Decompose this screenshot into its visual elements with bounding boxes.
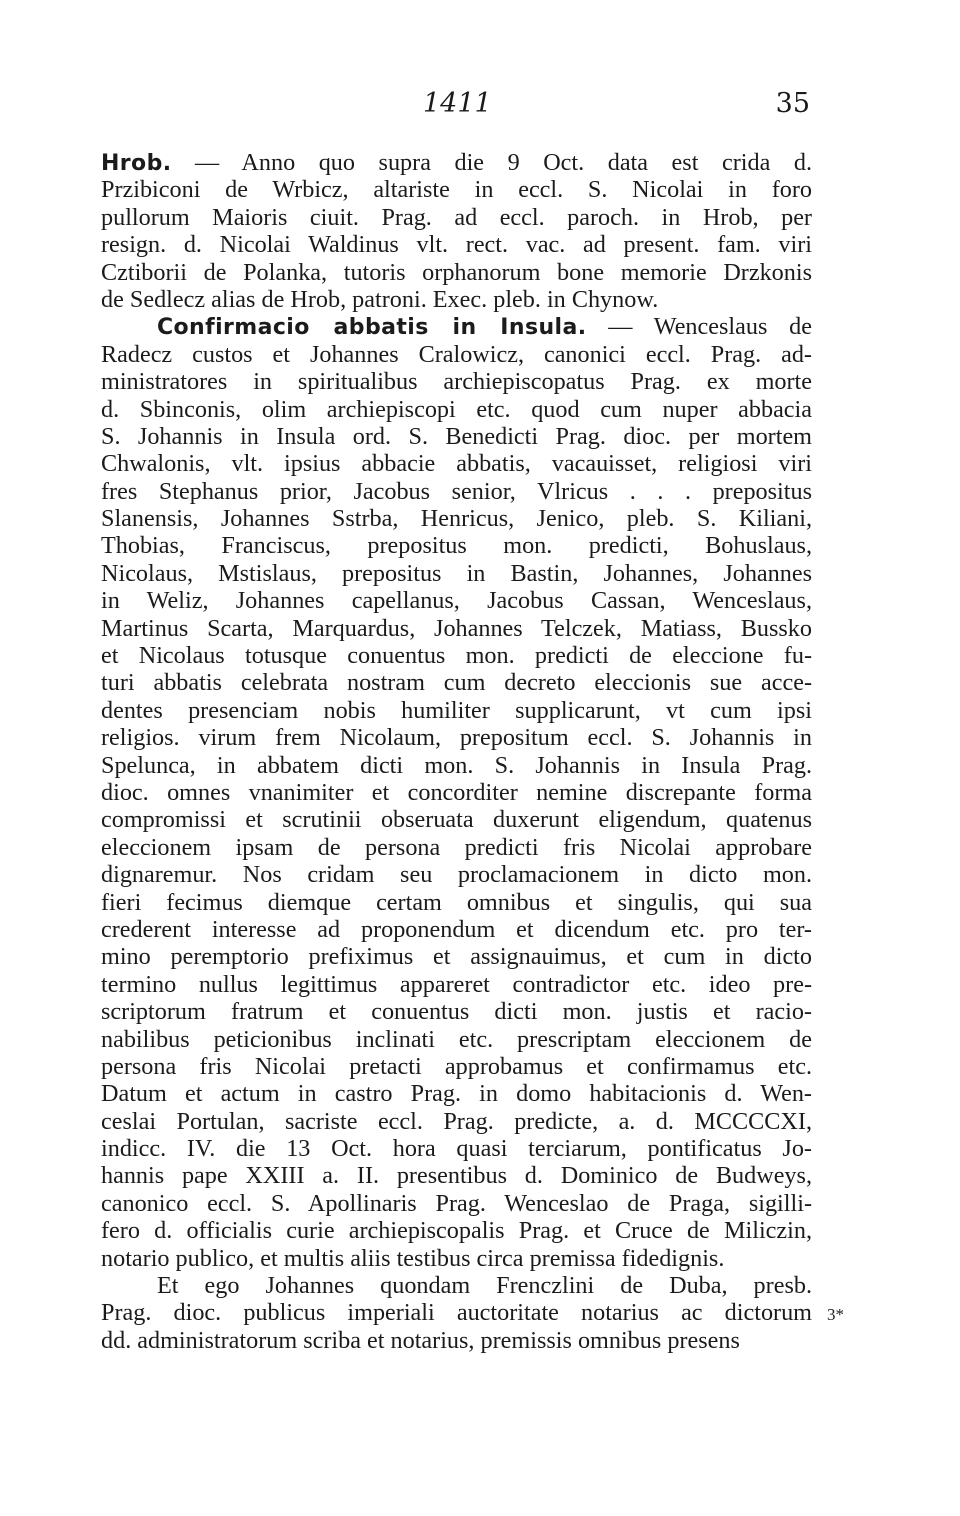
- text-line: [101, 971, 812, 998]
- text-run: de Sedlecz alias de Hrob, patroni. Exec. pleb. in Chynow.: [101, 285, 659, 313]
- text-line: [101, 587, 812, 614]
- text-line: [101, 1217, 812, 1244]
- text-line: [101, 1053, 812, 1080]
- text-line: [101, 1327, 812, 1354]
- entry-heading: Hrob.: [101, 151, 172, 176]
- text-run: et Nicolaus totusque conuentus mon. predicti de eleccione fu-: [101, 642, 812, 670]
- text-line: [101, 1026, 812, 1053]
- text-run: ministratores in spiritualibus archiepiscopatus Prag. ex morte: [101, 368, 812, 396]
- text-line: [101, 1299, 812, 1326]
- signature-mark: 3*: [827, 1305, 844, 1324]
- text-run: canonico eccl. S. Apollinaris Prag. Wenceslao de Praga, sigilli-: [101, 1189, 812, 1217]
- text-run: Thobias, Franciscus, prepositus mon. predicti, Bohuslaus,: [101, 532, 812, 560]
- text-line: [101, 834, 812, 861]
- text-line: [101, 806, 812, 833]
- text-run: dignaremur. Nos cridam seu proclamacionem in dicto mon.: [101, 861, 812, 889]
- text-line: [101, 423, 812, 450]
- text-line: [101, 532, 812, 559]
- text-run: Nicolaus, Mstislaus, prepositus in Bastin, Johannes, Johannes: [101, 559, 812, 587]
- text-run: fero d. officialis curie archiepiscopalis Prag. et Cruce de Miliczin,: [101, 1217, 812, 1245]
- text-line: [101, 779, 812, 806]
- text-line: [101, 889, 812, 916]
- text-run: Radecz custos et Johannes Cralowicz, canonici eccl. Prag. ad-: [101, 340, 812, 368]
- body-text: [101, 149, 812, 1354]
- text-run: dd. administratorum scriba et notarius, premissis omnibus presens: [101, 1326, 740, 1354]
- text-line: [101, 450, 812, 477]
- text-line: [101, 505, 812, 532]
- text-run: crederent interesse ad proponendum et dicendum etc. pro ter-: [101, 915, 812, 943]
- text-line: [101, 368, 812, 395]
- text-line: [101, 231, 812, 258]
- text-run: — Anno quo supra die 9 Oct. data est crida d.: [171, 149, 812, 176]
- text-line: [101, 286, 812, 313]
- page-number: 35: [775, 88, 810, 119]
- text-line: [101, 1245, 812, 1272]
- entry-heading: Confirmacio abbatis in Insula.: [157, 315, 587, 341]
- text-line: [101, 149, 812, 176]
- text-run: nabilibus peticionibus inclinati etc. prescriptam eleccionem de: [101, 1025, 812, 1053]
- text-line: [101, 313, 812, 340]
- text-run: Slanensis, Johannes Sstrba, Henricus, Jenico, pleb. S. Kiliani,: [101, 505, 812, 533]
- text-run: Przibiconi de Wrbicz, altariste in eccl. S. Nicolai in foro: [101, 176, 812, 204]
- text-run: religios. virum frem Nicolaum, prepositum eccl. S. Johannis in: [101, 724, 812, 752]
- text-run: Datum et actum in castro Prag. in domo habitacionis d. Wen-: [101, 1080, 812, 1108]
- text-line: [101, 697, 812, 724]
- text-run: ceslai Portulan, sacriste eccl. Prag. predicte, a. d. MCCCCXI,: [101, 1107, 812, 1135]
- text-line: [101, 1108, 812, 1135]
- text-run: dentes presenciam nobis humiliter supplicarunt, vt cum ipsi: [101, 696, 812, 724]
- text-line: [101, 560, 812, 587]
- text-line: [101, 943, 812, 970]
- text-line: [101, 1080, 812, 1107]
- text-run: dioc. omnes vnanimiter et concorditer nemine discrepante forma: [101, 778, 812, 806]
- text-run: scriptorum fratrum et conuentus dicti mon. justis et racio-: [101, 998, 812, 1026]
- text-line: [101, 861, 812, 888]
- text-line: [101, 669, 812, 696]
- text-line: [101, 998, 812, 1025]
- text-run: pullorum Maioris ciuit. Prag. ad eccl. paroch. in Hrob, per: [101, 203, 812, 231]
- text-line: [101, 1162, 812, 1189]
- text-run: persona fris Nicolai pretacti approbamus et confirmamus etc.: [101, 1052, 812, 1080]
- text-run: resign. d. Nicolai Waldinus vlt. rect. vac. ad present. fam. viri: [101, 231, 812, 259]
- text-run: Et ego Johannes quondam Frenczlini de Duba, presb.: [157, 1272, 812, 1300]
- text-line: [101, 478, 812, 505]
- text-line: [101, 1272, 812, 1299]
- text-run: Martinus Scarta, Marquardus, Johannes Telczek, Matiass, Bussko: [101, 614, 812, 642]
- text-line: [101, 615, 812, 642]
- text-run: Chwalonis, vlt. ipsius abbacie abbatis, vacauisset, religiosi viri: [101, 450, 812, 478]
- text-line: [101, 341, 812, 368]
- text-line: [101, 204, 812, 231]
- text-line: [101, 916, 812, 943]
- running-head-year: 1411: [423, 88, 492, 119]
- text-run: Spelunca, in abbatem dicti mon. S. Johannis in Insula Prag.: [101, 751, 812, 779]
- text-run: S. Johannis in Insula ord. S. Benedicti Prag. dioc. per mortem: [101, 422, 812, 450]
- text-line: [101, 1135, 812, 1162]
- text-line: [101, 724, 812, 751]
- text-line: [101, 259, 812, 286]
- text-run: fres Stephanus prior, Jacobus senior, Vlricus . . . prepositus: [101, 477, 812, 505]
- text-line: [101, 1190, 812, 1217]
- text-run: — Wenceslaus de: [586, 313, 812, 341]
- text-run: Prag. dioc. publicus imperiali auctoritate notarius ac dictorum: [101, 1299, 812, 1327]
- text-line: [101, 642, 812, 669]
- text-line: [101, 396, 812, 423]
- text-run: indicc. IV. die 13 Oct. hora quasi terciarum, pontificatus Jo-: [101, 1135, 812, 1163]
- text-run: in Weliz, Johannes capellanus, Jacobus Cassan, Wenceslaus,: [101, 587, 812, 615]
- text-run: notario publico, et multis aliis testibus circa premissa fidedignis.: [101, 1244, 725, 1272]
- text-line: [101, 752, 812, 779]
- text-run: turi abbatis celebrata nostram cum decreto eleccionis sue acce-: [101, 669, 812, 697]
- text-line: [101, 176, 812, 203]
- text-run: fieri fecimus diemque certam omnibus et singulis, qui sua: [101, 888, 812, 916]
- text-run: eleccionem ipsam de persona predicti fris Nicolai approbare: [101, 833, 812, 861]
- text-run: compromissi et scrutinii obseruata duxerunt eligendum, quatenus: [101, 806, 812, 834]
- text-run: hannis pape XXIII a. II. presentibus d. Dominico de Budweys,: [101, 1162, 812, 1190]
- text-run: Cztiborii de Polanka, tutoris orphanorum bone memorie Drzkonis: [101, 258, 812, 286]
- running-head: [100, 88, 810, 122]
- text-run: termino nullus legittimus appareret contradictor etc. ideo pre-: [101, 970, 812, 998]
- text-run: mino peremptorio prefiximus et assignauimus, et cum in dicto: [101, 943, 812, 971]
- text-run: d. Sbinconis, olim archiepiscopi etc. quod cum nuper abbacia: [101, 395, 812, 423]
